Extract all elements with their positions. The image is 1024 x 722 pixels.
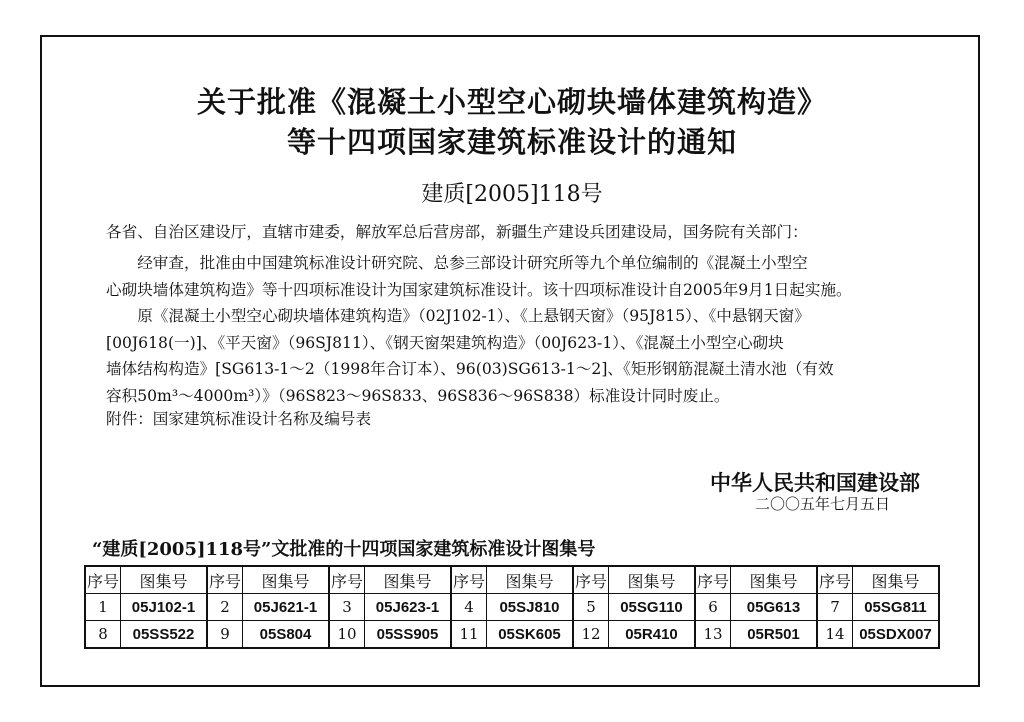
header-no: 序号	[85, 566, 121, 594]
notice-body	[106, 250, 936, 409]
atlas-code: 05SG110	[609, 594, 696, 621]
issuer: 中华人民共和国建设部	[710, 470, 920, 495]
body-line: 容积50m³～4000m³）》（96S823～96S833、96S836～96S838）标准设计同时废止。	[106, 386, 730, 405]
body-line: [00J618(一)]、《平天窗》（96SJ811）、《钢天窗架建筑构造》（00J623-1）、《混凝土小型空心砌块	[106, 333, 784, 352]
row-number: 4	[451, 594, 487, 621]
table-row	[85, 594, 939, 621]
atlas-code: 05R410	[609, 621, 696, 649]
addressee: 各省、自治区建设厅，直辖市建委，解放军总后营房部，新疆生产建设兵团建设局，国务院有关部门：	[106, 223, 808, 241]
row-number: 14	[817, 621, 853, 649]
header-code: 图集号	[609, 566, 696, 594]
header-no: 序号	[817, 566, 853, 594]
row-number: 1	[85, 594, 121, 621]
row-number: 13	[695, 621, 731, 649]
row-number: 6	[695, 594, 731, 621]
row-number: 9	[207, 621, 243, 649]
atlas-code: 05J102-1	[121, 594, 208, 621]
header-no: 序号	[695, 566, 731, 594]
attachment-note: 附件：国家建筑标准设计名称及编号表	[106, 410, 372, 428]
atlas-code: 05J623-1	[365, 594, 452, 621]
row-number: 10	[329, 621, 365, 649]
atlas-code: 05SK605	[487, 621, 574, 649]
atlas-code: 05J621-1	[243, 594, 330, 621]
notice-title-line-1: 关于批准《混凝土小型空心砌块墙体建筑构造》	[196, 85, 827, 119]
row-number: 3	[329, 594, 365, 621]
header-no: 序号	[451, 566, 487, 594]
row-number: 12	[573, 621, 609, 649]
atlas-code: 05SS522	[121, 621, 208, 649]
atlas-code: 05S804	[243, 621, 330, 649]
atlas-code: 05SJ810	[487, 594, 574, 621]
body-line: 心砌块墙体建筑构造》等十四项标准设计为国家建筑标准设计。该十四项标准设计自2005年9月1日起实施。	[106, 280, 852, 299]
document-number: 建质[2005]118号	[421, 182, 603, 207]
atlas-code: 05R501	[731, 621, 818, 649]
body-line: 原《混凝土小型空心砌块墙体建筑构造》（02J102-1）、《上悬钢天窗》（95J815）、《中悬钢天窗》	[106, 307, 810, 325]
header-code: 图集号	[731, 566, 818, 594]
row-number: 5	[573, 594, 609, 621]
atlas-number-table	[84, 565, 940, 649]
row-number: 11	[451, 621, 487, 649]
atlas-code: 05SDX007	[853, 621, 940, 649]
atlas-code: 05SG811	[853, 594, 940, 621]
header-code: 图集号	[853, 566, 940, 594]
atlas-code: 05SS905	[365, 621, 452, 649]
header-code: 图集号	[121, 566, 208, 594]
body-line: 经审查，批准由中国建筑标准设计研究院、总参三部设计研究所等九个单位编制的《混凝土小型空	[106, 254, 808, 272]
row-number: 8	[85, 621, 121, 649]
table-row	[85, 621, 939, 649]
body-line: 墙体结构构造》[SG613-1～2（1998年合订本）、96(03)SG613-1～2]、《矩形钢筋混凝土清水池（有效	[106, 360, 834, 378]
header-code: 图集号	[365, 566, 452, 594]
row-number: 7	[817, 594, 853, 621]
issue-date: 二〇〇五年七月五日	[754, 495, 890, 513]
header-no: 序号	[207, 566, 243, 594]
table-title: “建质[2005]118号”文批准的十四项国家建筑标准设计图集号	[92, 539, 596, 560]
header-no: 序号	[573, 566, 609, 594]
table-header-row	[85, 566, 939, 594]
header-no: 序号	[329, 566, 365, 594]
notice-title-line-2: 等十四项国家建筑标准设计的通知	[286, 125, 737, 159]
atlas-code: 05G613	[731, 594, 818, 621]
header-code: 图集号	[487, 566, 574, 594]
row-number: 2	[207, 594, 243, 621]
header-code: 图集号	[243, 566, 330, 594]
